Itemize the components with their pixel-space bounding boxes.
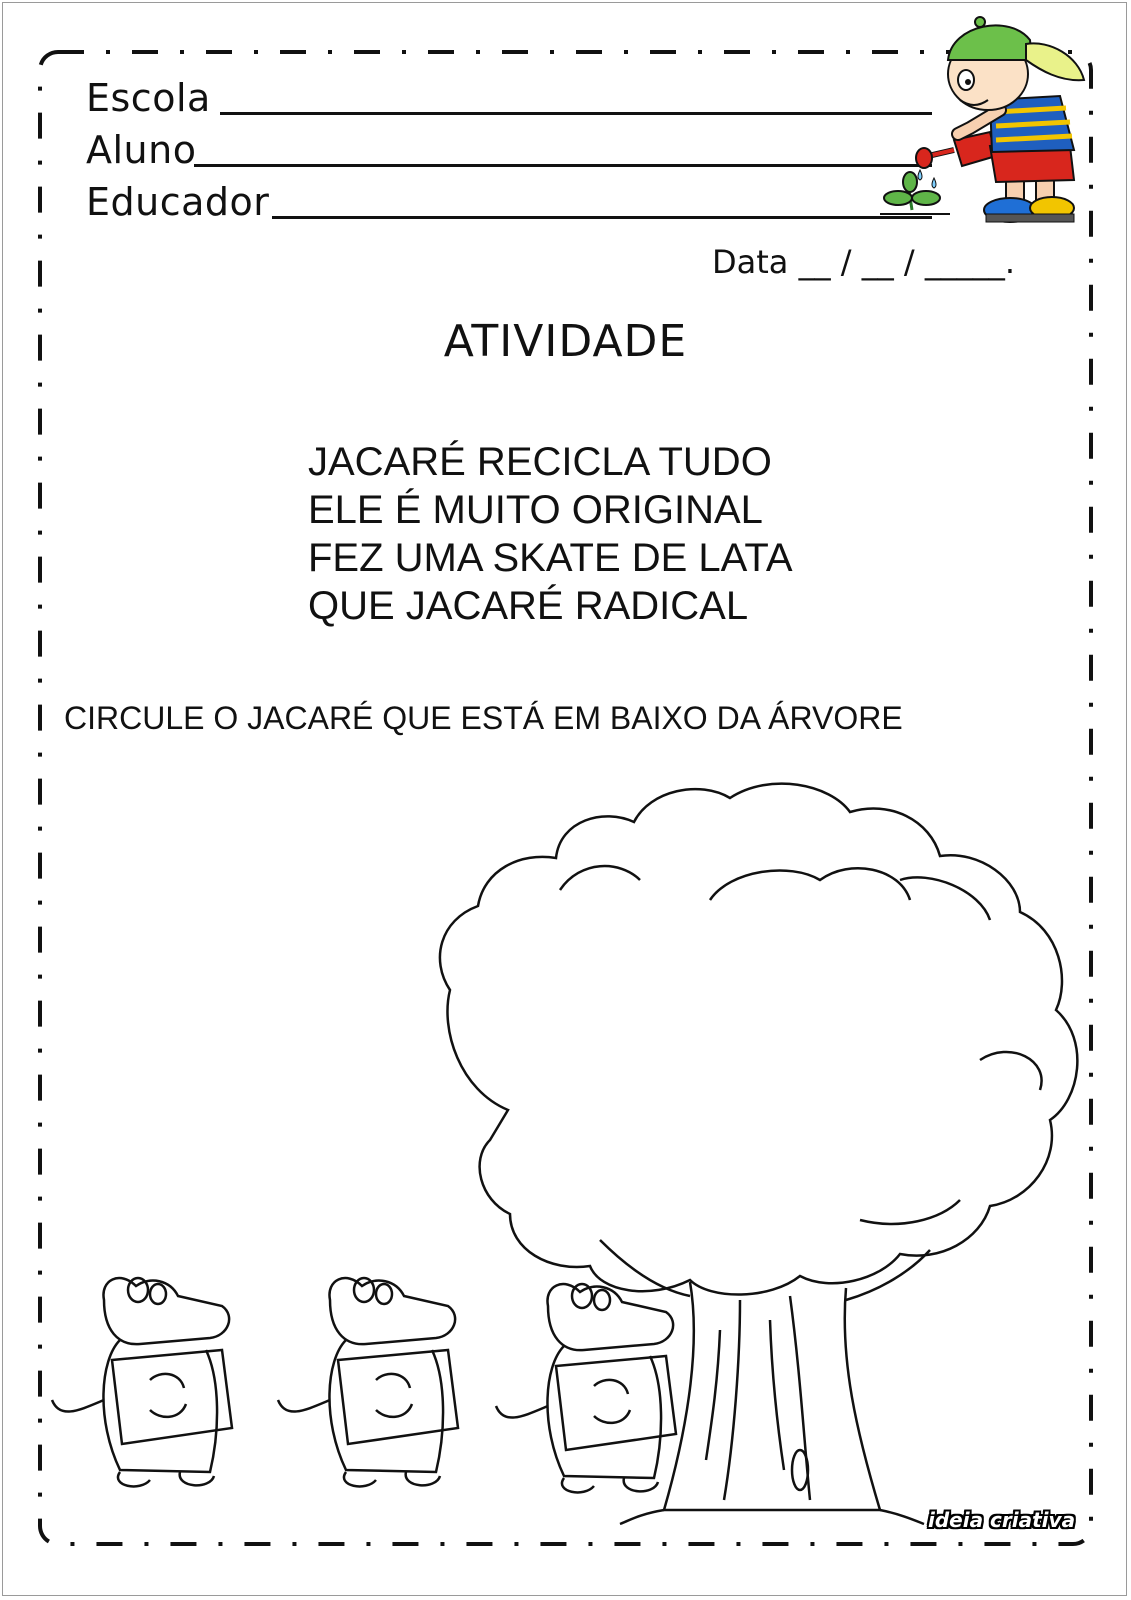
instruction-text: CIRCULE O JACARÉ QUE ESTÁ EM BAIXO DA ÁRVORE (64, 700, 903, 736)
poem-line: QUE JACARÉ RADICAL (308, 584, 749, 628)
educator-field[interactable] (272, 216, 932, 219)
poem-line: JACARÉ RECICLA TUDO (308, 440, 772, 484)
student-label: Aluno (86, 128, 197, 172)
activity-title: ATIVIDADE (443, 316, 688, 367)
poem (308, 438, 793, 630)
brand-watermark: ideia criativa (928, 1508, 1076, 1532)
date-line: Data __ / __ / _____. (712, 243, 1015, 281)
student-field[interactable] (194, 164, 932, 167)
school-label: Escola (86, 76, 211, 120)
school-field[interactable] (220, 112, 932, 115)
poem-line: ELE É MUITO ORIGINAL (308, 488, 763, 532)
educator-label: Educador (86, 180, 270, 224)
poem-line: FEZ UMA SKATE DE LATA (308, 536, 793, 580)
